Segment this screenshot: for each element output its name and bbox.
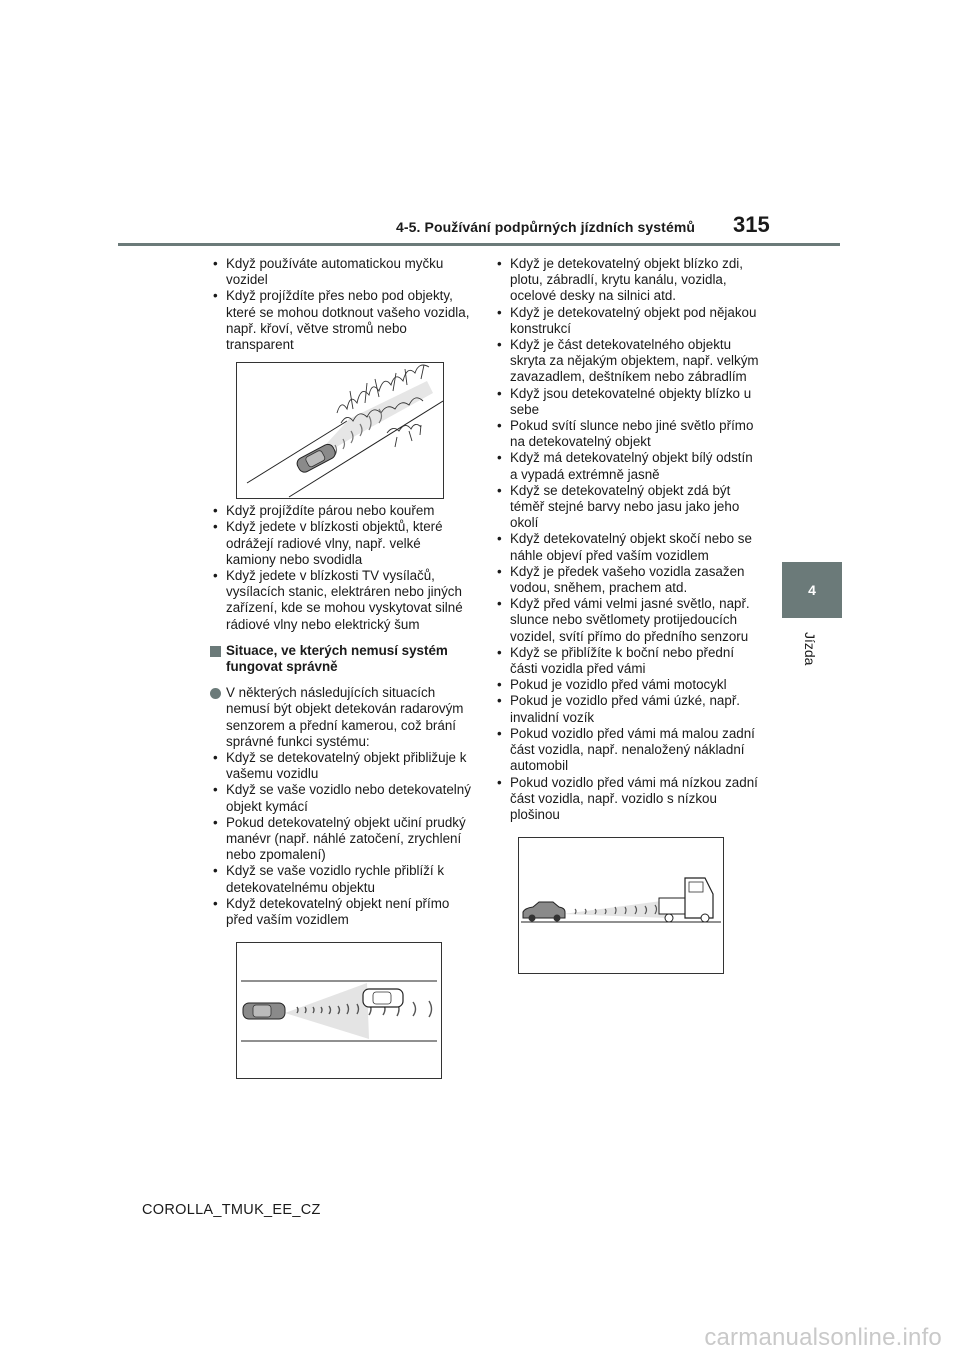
bullet-list-right [494, 256, 760, 823]
list-item: • Když detekovatelný objekt není přímo před vaším vozidlem [210, 896, 472, 928]
list-item: • Když je detekovatelný objekt blízko zdi, plotu, zábradlí, krytu kanálu, vozidla, ocelové desky na silnici atd. [494, 256, 760, 305]
list-item: • Když má detekovatelný objekt bílý odstín a vypadá extrémně jasně [494, 450, 760, 482]
car-icon [523, 902, 565, 922]
chapter-label: Jízda [802, 632, 818, 666]
section-title: 4-5. Používání podpůrných jízdních systémů [396, 219, 696, 235]
list-item: • Pokud vozidlo před vámi má malou zadní část vozidla, např. nenaložený nákladní automobil [494, 726, 760, 775]
car-icon [295, 442, 337, 474]
list-item: • Když se přiblížíte k boční nebo přední části vozidla před vámi [494, 645, 760, 677]
list-item: • Když detekovatelný objekt skočí nebo se náhle objeví před vaším vozidlem [494, 531, 760, 563]
chapter-number: 4 [808, 582, 816, 598]
page-number: 315 [733, 212, 770, 237]
figure-bushes-illustration [236, 362, 444, 499]
list-item: • Když je část detekovatelného objektu skryta za nějakým objektem, např. velkým zavazadlem, deštníkem nebo zábradlím [494, 337, 760, 386]
car-outline-icon [363, 989, 403, 1007]
circle-bullet-icon [210, 688, 221, 699]
left-column [210, 256, 472, 1079]
list-item: • Když je detekovatelný objekt pod nějakou konstrukcí [494, 305, 760, 337]
list-item: • Pokud svítí slunce nebo jiné světlo přímo na detekovatelný objekt [494, 418, 760, 450]
offset-vehicle-svg [237, 943, 441, 1078]
bullet-list-3 [210, 750, 472, 928]
bushes-road-svg [237, 363, 443, 498]
list-item: • Když jsou detekovatelné objekty blízko u sebe [494, 386, 760, 418]
truck-icon [659, 878, 713, 922]
list-item: • Když před vámi velmi jasné světlo, např. slunce nebo světlomety protijedoucích vozidel, svítí přímo do předního senzoru [494, 596, 760, 645]
car-icon [243, 1003, 285, 1019]
bullet-list-1 [210, 256, 472, 353]
list-item: • Když jedete v blízkosti TV vysílačů, vysílacích stanic, elektráren nebo jiných zařízení, kde se mohou vyskytovat silné rádiové vlny nebo elektrický šum [210, 568, 472, 633]
list-item: • Když se detekovatelný objekt zdá být téměř stejné barvy nebo jasu jako jeho okolí [494, 483, 760, 532]
intro-paragraph: V některých následujících situacích nemusí být objekt detekován radarovým senzorem a přední kamerou, což brání správné funkci systému: [210, 685, 472, 750]
list-item: • Když se vaše vozidlo nebo detekovatelný objekt kymácí [210, 782, 472, 814]
document-code: COROLLA_TMUK_EE_CZ [142, 1202, 321, 1218]
chapter-tab [782, 562, 842, 618]
list-item: • Když používáte automatickou myčku vozidel [210, 256, 472, 288]
figure-offset-vehicle-illustration [236, 942, 442, 1079]
list-item: • Když projíždíte párou nebo kouřem [210, 503, 472, 519]
right-column [494, 256, 760, 974]
watermark: carmanualsonline.info [704, 1324, 942, 1351]
square-bullet-icon [210, 646, 221, 657]
list-item: • Když jedete v blízkosti objektů, které odrážejí radiové vlny, např. velké kamiony nebo svodidla [210, 519, 472, 568]
bullet-list-2 [210, 503, 472, 633]
subsection-heading: Situace, ve kterých nemusí systém fungovat správně [210, 643, 472, 675]
list-item: • Když se vaše vozidlo rychle přiblíží k detekovatelnému objektu [210, 863, 472, 895]
list-item: • Pokud vozidlo před vámi má nízkou zadní část vozidla, např. vozidlo s nízkou plošinou [494, 775, 760, 824]
list-item: • Když projíždíte přes nebo pod objekty, které se mohou dotknout vašeho vozidla, např. křoví, větve stromů nebo transparent [210, 288, 472, 353]
list-item: • Když je předek vašeho vozidla zasažen vodou, sněhem, prachem atd. [494, 564, 760, 596]
list-item: • Pokud detekovatelný objekt učiní prudký manévr (např. náhlé zatočení, zrychlení nebo zpomalení) [210, 815, 472, 864]
figure-truck-illustration [518, 837, 724, 974]
truck-svg [519, 838, 723, 973]
list-item: • Pokud je vozidlo před vámi motocykl [494, 677, 760, 693]
list-item: • Když se detekovatelný objekt přibližuje k vašemu vozidlu [210, 750, 472, 782]
list-item: • Pokud je vozidlo před vámi úzké, např. invalidní vozík [494, 693, 760, 725]
header-rule [118, 243, 840, 246]
